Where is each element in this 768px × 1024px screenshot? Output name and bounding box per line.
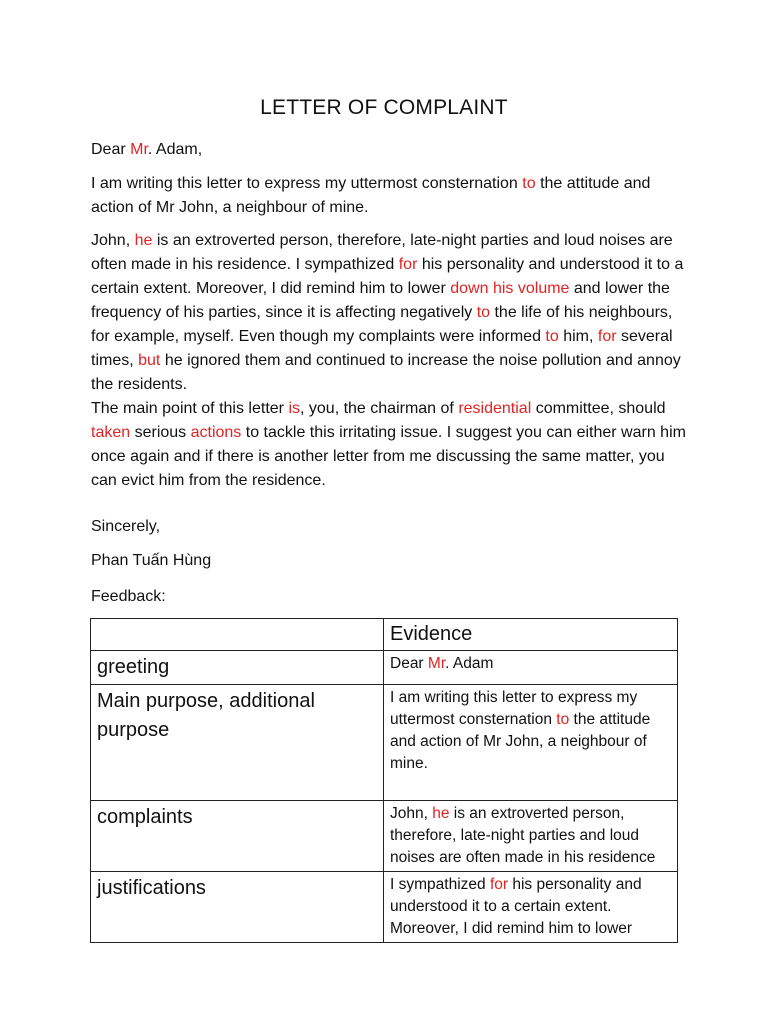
greeting-line [91, 138, 691, 162]
highlighted-correction: taken [91, 424, 131, 441]
letter-title: LETTER OF COMPLAINT [260, 96, 508, 119]
text-run: . Adam, [147, 141, 203, 158]
text-run: is an extroverted person, therefore, late-night parties and loud noises are often made in his residence [390, 805, 656, 866]
highlighted-correction: for [597, 328, 617, 345]
text-run: he ignored them and continued to increase the noise pollution and annoy the residents. [91, 352, 681, 393]
highlighted-correction: to [545, 328, 559, 345]
text-run: Dear [390, 655, 428, 672]
highlighted-correction: he [432, 805, 450, 822]
text-run: his personality and understood it to a certain extent. Moreover, I did remind him to lower [91, 256, 684, 297]
highlighted-correction: for [489, 876, 509, 893]
evidence-cell [384, 872, 678, 943]
text-run: John, [91, 232, 135, 249]
letter-greeting [91, 138, 691, 162]
feedback-table [90, 618, 678, 943]
criterion-cell: complaints [91, 801, 384, 872]
feedback-label: Feedback: [91, 588, 166, 605]
highlighted-correction: he [134, 232, 153, 249]
text-run: the life of his neighbours, for example, myself. Even though my complaints were informed [91, 304, 673, 345]
highlighted-correction: but [138, 352, 161, 369]
paragraph-2 [91, 229, 691, 397]
criterion-cell: Main purpose, additional purpose [91, 685, 384, 801]
closing: Sincerely, [91, 518, 161, 535]
text-run: Dear [91, 141, 131, 158]
table-row [91, 651, 678, 685]
text-run: I am writing this letter to express my uttermost consternation [91, 175, 523, 192]
evidence-cell [384, 651, 678, 685]
text-run: committee, should [531, 400, 666, 417]
text-run: the attitude and action of Mr John, a neighbour of mine. [390, 711, 651, 772]
highlighted-correction: Mr [130, 141, 148, 158]
text-run: I am writing this letter to express my uttermost consternation [390, 689, 638, 728]
letter-paragraph-complaints [91, 229, 691, 493]
table-row [91, 801, 678, 872]
criterion-cell: greeting [91, 651, 384, 685]
text-run: him, [558, 328, 598, 345]
text-run: , you, the chairman of [300, 400, 459, 417]
text-run: the attitude and action of Mr John, a neighbour of mine. [91, 175, 651, 216]
paragraph-3 [91, 397, 691, 493]
criterion-cell: justifications [91, 872, 384, 943]
text-run: his personality and understood it to a certain extent. Moreover, I did remind him to lower [390, 876, 642, 937]
highlighted-correction: is [288, 400, 300, 417]
signature: Phan Tuấn Hùng [91, 552, 212, 569]
letter-paragraph-purpose [91, 172, 691, 220]
highlighted-correction: actions [190, 424, 242, 441]
text-run: I sympathized [390, 876, 490, 893]
highlighted-correction: to [476, 304, 491, 321]
highlighted-correction: for [398, 256, 418, 273]
text-run: serious [130, 424, 191, 441]
highlighted-correction: Mr [427, 655, 446, 672]
text-run: to tackle this irritating issue. I suggest you can either warn him once again and if there is another letter from me discussing the same matter, you can evict him from the residence. [91, 424, 686, 489]
highlighted-correction: residential [458, 400, 532, 417]
table-row [91, 872, 678, 943]
highlighted-correction: down his volume [450, 280, 570, 297]
evidence-cell [384, 801, 678, 872]
text-run: John, [390, 805, 433, 822]
text-run: several times, [91, 328, 673, 369]
header-empty-cell [91, 619, 384, 651]
evidence-cell [384, 685, 678, 801]
header-evidence: Evidence [384, 619, 678, 651]
table-row [91, 685, 678, 801]
text-run: The main point of this letter [91, 400, 289, 417]
text-run: . Adam [445, 655, 494, 672]
paragraph-1 [91, 172, 691, 220]
highlighted-correction: to [522, 175, 536, 192]
highlighted-correction: to [556, 711, 570, 728]
text-run: is an extroverted person, therefore, late-night parties and loud noises are often made in his residence. I sympathized [91, 232, 673, 273]
table-header-row [91, 619, 678, 651]
text-run: and lower the frequency of his parties, since it is affecting negatively [91, 280, 670, 321]
